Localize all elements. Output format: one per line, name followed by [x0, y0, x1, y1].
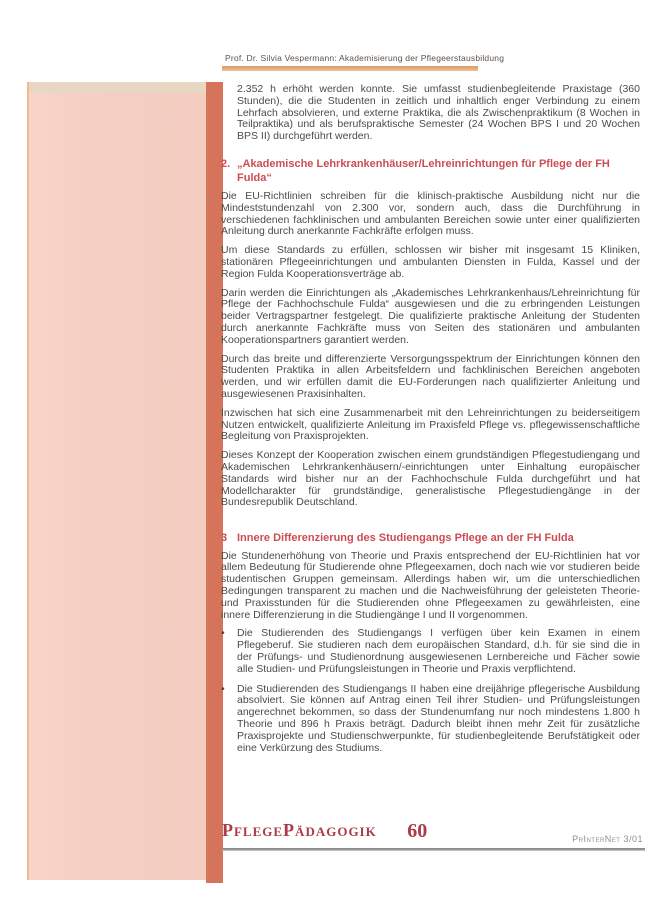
bullet-text: Die Studierenden des Studiengangs I verfügen über kein Examen in einem Pflegeberuf. Sie studieren nach dem europäischen Standard, d.h. für sie sind die in der Prüfungs- und Studienordnung ausgewiesenen Lernbereiche und Fächer sowie alle Studien- und Prüfungsleistungen in Theorie und Praxis verpflichtend. [237, 627, 640, 675]
section-2-number: 2. [221, 157, 231, 170]
bullet-icon: • [221, 627, 225, 640]
running-header: Prof. Dr. Silvia Vespermann: Akademisierung der Pflegeerstausbildung [225, 53, 505, 63]
footer-journal-title: PflegePädagogik [222, 820, 377, 840]
article-column [221, 84, 640, 762]
left-accent-panel [27, 82, 207, 880]
footer-line [222, 820, 645, 846]
paragraph: Die Stundenerhöhung von Theorie und Praxis entsprechend der EU-Richtlinien hat vor allem Bedeutung für Studierende ohne Pflegeexamen, doch nach wie vor studieren beide studentischen Gruppen gemeinsam. Allerdings haben wir, um die unterschiedlichen Bedingungen transparent zu machen und die Nachweisführung der geleisteten Theorie- und Praxisstunden für die Studierenden ohne Pflegeexamen zu gewährleisten, eine innere Differenzierung in die Studiengänge I und II vorgenommen. [221, 549, 640, 621]
section-2-heading [221, 157, 640, 186]
running-header-rule [222, 66, 478, 71]
paragraph: Dieses Konzept der Kooperation zwischen einem grundständigen Pflegestudiengang und Akademischen Lehrkrankenhäusern/-einrichtungen unter Einhaltung europäischer Standards wird bisher nur an der Fachhochschule Fulda durchgeführt und hat Modellcharakter für grundständige, generalistische Pflegestudiengänge in der Bundesrepublik Deutschland. [221, 449, 640, 509]
footer-page-number: 60 [407, 820, 428, 842]
footer-rule [222, 848, 645, 851]
bullet-item [221, 628, 640, 675]
section-3-number: 3 [221, 532, 228, 545]
paragraph: Um diese Standards zu erfüllen, schlossen wir bisher mit insgesamt 15 Kliniken, stationären Pflegeeinrichtungen und ambulanten Diensten in Fulda, Kassel und der Region Fulda Kooperationsverträge ab. [221, 244, 640, 280]
intro-paragraph: 2.352 h erhöht werden konnte. Sie umfasst studienbegleitende Praxistage (360 Stunden), die die Studenten in zeitlich und inhaltlich enger Verbindung zu einem Lehrfach absolvieren, und externe Praktika, die als Zwischenpraktikum (8 Wochen in Teilpraktika) und als berufspraktische Semester (24 Wochen BPS I und 20 Wochen BPS II) durchgeführt werden. [237, 83, 640, 143]
bullet-text: Die Studierenden des Studiengangs II haben eine dreijährige pflegerische Ausbildung absolviert. Sie können auf Antrag einen Teil ihrer Studien- und Prüfungsleistungen angerechnet bekommen, so dass der Stundenumfang nur noch mindestens 1.800 h Theorie und 896 h Praxis beträgt. Dadurch bleibt ihnen mehr Zeit für zusätzliche Praxisprojekte und Studienschwerpunkte, für studienbegleitende Berufstätigkeit oder eine Verkürzung des Studiums. [237, 682, 640, 754]
section-3-title: Innere Differenzierung des Studiengangs Pflege an der FH Fulda [237, 532, 574, 545]
paragraph: Die EU-Richtlinien schreiben für die klinisch-praktische Ausbildung nicht nur die Mindeststundenzahl von 2.300 vor, sondern auch, dass die Durchführung in verschiedenen fachklinischen und ambulanten Bereichen sowie unter einer qualifizierten Anleitung durch anerkannte Fachkräfte erfolgen muss. [221, 189, 640, 238]
paragraph: Darin werden die Einrichtungen als „Akademisches Lehrkrankenhaus/Lehreinrichtung für Pflege der Fachhochschule Fulda“ ausgewiesen und die zu erbringenden Leistungen beider Vertragspartner festgelegt. Die qualifizierte praktische Anleitung der Studenten durch anerkannte Fachkräfte muss von Seiten des stationären und ambulanten Kooperationspartners garantiert werden. [221, 286, 640, 346]
bullet-item [221, 684, 640, 755]
section-3-heading [221, 531, 640, 546]
paragraph: Durch das breite und differenzierte Versorgungsspektrum der Einrichtungen können den Studenten Praktika in allen Arbeitsfeldern und fachklinischen Bereichen angeboten werden, und wir erfüllen damit die EU-Forderungen nach qualifizierter Anleitung und ausgewiesenen Praxisinhalten. [221, 352, 640, 400]
paragraph: Inzwischen hat sich eine Zusammenarbeit mit den Lehreinrichtungen zu beiderseitigem Nutzen entwickelt, qualifizierte Anleitung im Praxisfeld Pflege vs. pflegewissenschaftliche Begleitung von Praxisprojekten. [221, 406, 640, 443]
bullet-icon: • [221, 682, 225, 695]
section-2-title: „Akademische Lehrkrankenhäuser/Lehreinrichtungen für Pflege der FH Fulda“ [237, 157, 610, 185]
footer-issue: PrInterNet 3/01 [572, 834, 643, 844]
page-footer [222, 820, 645, 851]
left-accent-panel-top-strip [29, 82, 207, 93]
